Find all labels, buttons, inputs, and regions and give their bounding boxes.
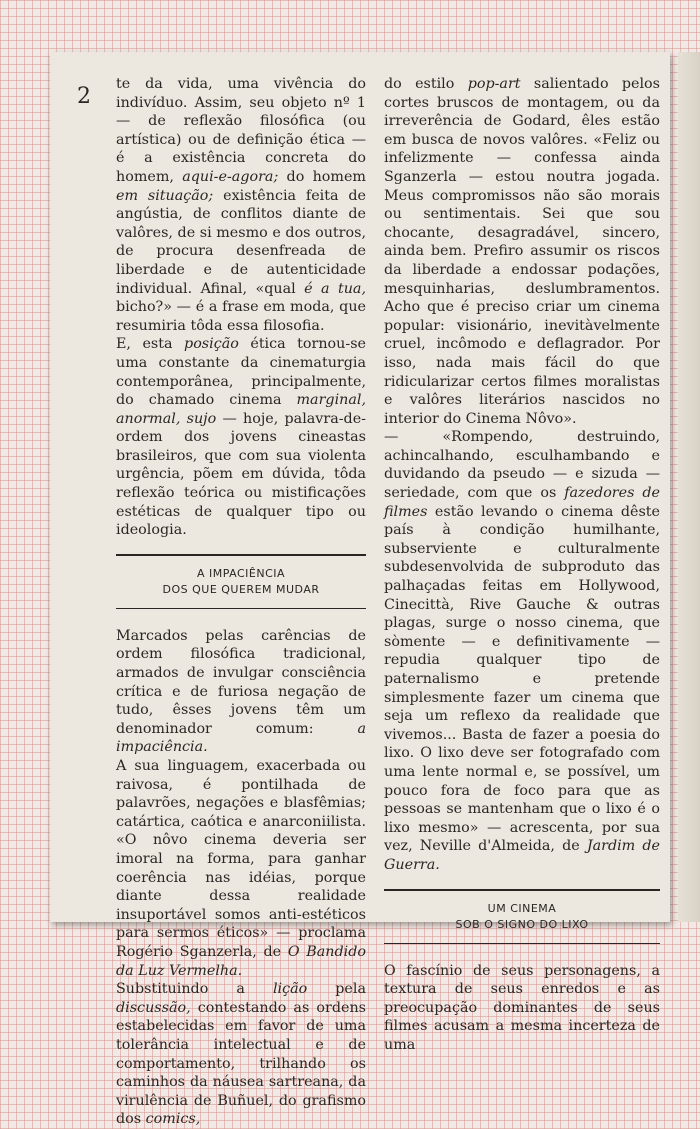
paragraph: O fascínio de seus personagens, a textura de seus enredos e as preocupação dominantes de seus filmes acusam a mesma incerteza de uma: [384, 962, 660, 1053]
paragraph: E, esta posição ética tornou-se uma constante da cinematurgia contemporânea, principalmente, do chamado cinema marginal, anormal, sujo — hoje, palavra-de-ordem dos jovens cineastas brasileiros, que com sua violenta urgência, põem em dúvida, tôda reflexão teórica ou mistificações estéticas de qualquer tipo ou ideologia.: [116, 336, 366, 539]
section-rule: [384, 889, 660, 891]
paragraph: te da vida, uma vivência do indivíduo. Assim, seu objeto nº 1 — de reflexão filosófica (ou artística) ou de definição ética — é a existência concreta do homem, aqui-e-agora; do homem em situação; existência feita de angústia, de conflitos diante de valôres, de si mesmo e dos outros, de procura desenfreada de liberdade e de autenticidade individual. Afinal, «qual é a tua, bicho?» — é a frase em moda, que resumiria tôda essa filosofia.: [116, 76, 366, 334]
section-rule: [116, 554, 366, 556]
section-heading: A IMPACIÊNCIA DOS QUE QUEREM MUDAR: [162, 566, 320, 596]
section-rule-thin: [384, 943, 660, 944]
paragraph: — «Rompendo, destruindo, achincalhando, esculhambando e duvidando da pseudo — e sizuda — seriedade, com que os fazedores de filmes estão levando o cinema dêste país à condição humilhante, subserviente e culturalmente subdesenvolvida de subproduto das palhaçadas feitas em Hollywood, Cinecittà, Rive Gauche & outras plagas, surge o nosso cinema, que sòmente — e definitivamente — repudia qualquer tipo de paternalismo e pretende simplesmente fazer um cinema que seja um reflexo da realidade que vivemos... Basta de fazer a poesia do lixo. O lixo deve ser fotografado com uma lente normal e, se possível, um pouco fora de foco para que as pessoas se mantenham que o lixo é o lixo mesmo» — acrescenta, por sua vez, Neville d'Almeida, de Jardim de Guerra.: [384, 429, 660, 873]
paragraph: Substituindo a lição pela discussão, contestando as ordens estabelecidas em favor de uma tolerância intelectual e de comportamento, trilhando os caminhos da náusea sartreana, da virulência de Buñuel, do grafismo dos comics,: [116, 981, 366, 1128]
paragraph: A sua linguagem, exacerbada ou raivosa, é pontilhada de palavrões, negações e blasfêmias; catártica, caótica e anarconiilista. «O nôvo cinema deveria ser imoral na forma, para ganhar coerência nas idéias, porque diante dessa realidade insuportável somos anti-estéticos para sermos éticos» — proclama Rogério Sganzerla, de O Bandido da Luz Vermelha.: [116, 758, 366, 979]
column-right: [384, 75, 660, 1055]
page-number: 2: [77, 84, 91, 109]
section-heading: UM CINEMA SOB O SIGNO DO LIXO: [455, 901, 589, 931]
paragraph: Marcados pelas carências de ordem filosófica tradicional, armados de invulgar consciência crítica e de furiosa negação de tudo, êsses jovens têm um denominador comum: a impaciência.: [116, 627, 366, 756]
page-edge: [678, 52, 700, 922]
paragraph: do estilo pop-art salientado pelos cortes bruscos de montagem, ou da irreverência de Godard, êles estão em busca de novos valôres. «Feliz ou infelizmente — confessa ainda Sganzerla — estou noutra jogada. Meus compromissos não são morais ou sentimentais. Sei que sou chocante, desagradável, sincero, ainda bem. Prefiro assumir os riscos da liberdade a endossar podações, mesquinharias, deslumbramentos. Acho que é preciso criar um cinema popular: visionário, inevitàvelmente cruel, incômodo e deflagrador. Por isso, nada mais fácil do que ridicularizar certos filmes moralistas e valôres literários nascidos no interior do Cinema Nôvo».: [384, 76, 660, 427]
column-left: [116, 75, 366, 1129]
section-rule-thin: [116, 608, 366, 609]
